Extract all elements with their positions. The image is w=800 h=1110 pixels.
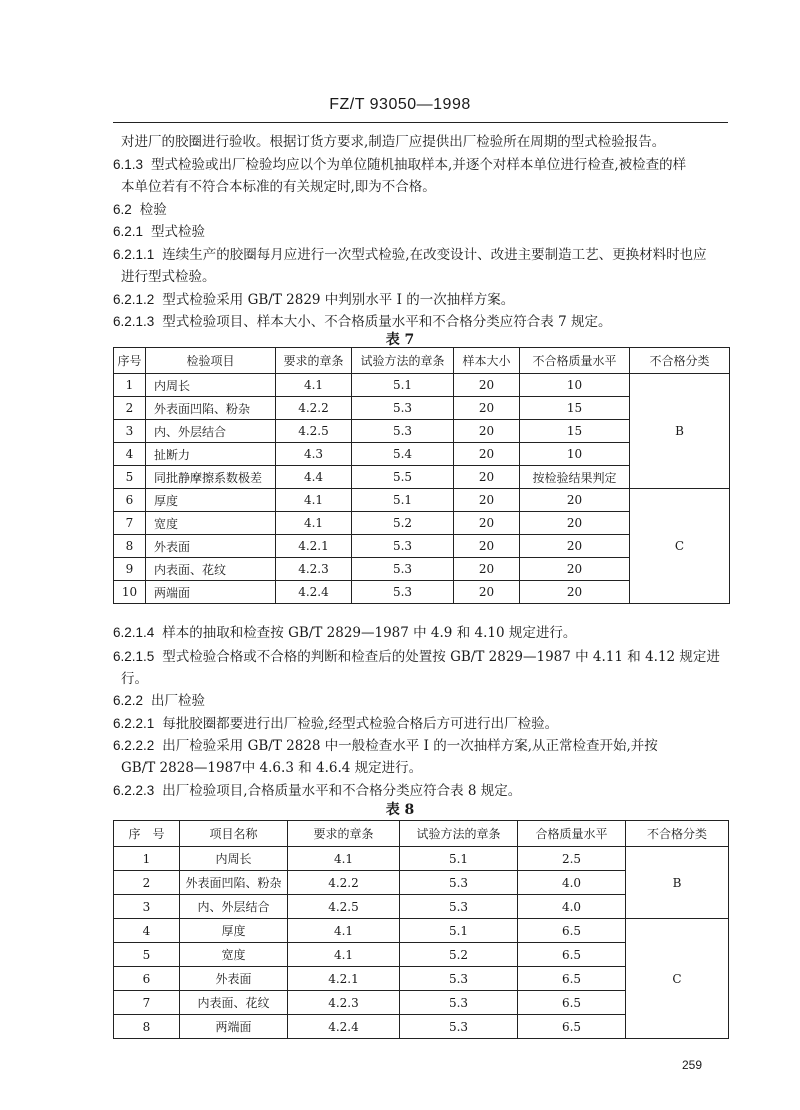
text-line: 进行型式检验。 <box>121 269 216 285</box>
table-row: 1 内周长 4.1 5.1 20 10 B <box>114 374 730 397</box>
table-row: 3 内、外层结合 4.2.5 5.3 4.0 <box>114 895 729 919</box>
table-8 <box>113 820 729 1039</box>
text-line: 6.2.2.1 每批胶圈都要进行出厂检验,经型式检验合格后方可进行出厂检验。 <box>113 716 559 732</box>
table-row: 6 外表面 4.2.1 5.3 6.5 <box>114 967 729 991</box>
text-line: 6.2.1.5 型式检验合格或不合格的判断和检查后的处置按 GB/T 2829—1987 中 4.11 和 4.12 规定进 <box>113 649 720 665</box>
class-b-cell: B <box>630 374 730 489</box>
table-row: 4 厚度 4.1 5.1 6.5 C <box>114 919 729 943</box>
header-cell: 合格质量水平 <box>518 821 626 847</box>
section-heading: 6.2.1 型式检验 <box>113 224 206 240</box>
header-cell: 要求的章条 <box>288 821 400 847</box>
header-cell: 序 号 <box>114 821 180 847</box>
text-line: 行。 <box>121 671 148 687</box>
standard-code-header: FZ/T 93050—1998 <box>329 96 471 113</box>
table-row: 4 扯断力 4.3 5.4 20 10 <box>114 443 730 466</box>
text-line: 6.2.1.4 样本的抽取和检查按 GB/T 2829—1987 中 4.9 和 4.10 规定进行。 <box>113 625 577 641</box>
table-row: 7 内表面、花纹 4.2.3 5.3 6.5 <box>114 991 729 1015</box>
table-row: 2 外表面凹陷、粉杂 4.2.2 5.3 20 15 <box>114 397 730 420</box>
text-line: 本单位若有不符合本标准的有关规定时,即为不合格。 <box>121 179 436 195</box>
table-row: 8 两端面 4.2.4 5.3 6.5 <box>114 1015 729 1039</box>
table-row: 9 内表面、花纹 4.2.3 5.3 20 20 <box>114 558 730 581</box>
class-b-cell: B <box>626 847 729 919</box>
header-cell: 试验方法的章条 <box>400 821 518 847</box>
header-cell: 要求的章条 <box>276 348 352 374</box>
table-row: 10 两端面 4.2.4 5.3 20 20 <box>114 581 730 604</box>
text-line: 6.2.2.3 出厂检验项目,合格质量水平和不合格分类应符合表 8 规定。 <box>113 783 522 799</box>
text-line: 对进厂的胶圈进行验收。根据订货方要求,制造厂应提供出厂检验所在周期的型式检验报告。 <box>121 134 666 150</box>
table-row: 2 外表面凹陷、粉杂 4.2.2 5.3 4.0 <box>114 871 729 895</box>
header-cell: 不合格分类 <box>630 348 730 374</box>
table-header-row <box>114 348 730 374</box>
header-cell: 不合格分类 <box>626 821 729 847</box>
header-cell: 检验项目 <box>146 348 276 374</box>
section-heading: 6.2.2 出厂检验 <box>113 693 206 709</box>
header-cell: 项目名称 <box>180 821 288 847</box>
page-number: 259 <box>682 1058 703 1072</box>
table-row: 3 内、外层结合 4.2.5 5.3 20 15 <box>114 420 730 443</box>
table-7 <box>113 347 730 604</box>
table8-caption: 表 8 <box>385 802 415 818</box>
header-cell: 样本大小 <box>454 348 520 374</box>
class-c-cell: C <box>630 489 730 604</box>
class-c-cell: C <box>626 919 729 1039</box>
table-row: 5 同批静摩擦系数极差 4.4 5.5 20 按检验结果判定 <box>114 466 730 489</box>
text-line: 6.2.1.3 型式检验项目、样本大小、不合格质量水平和不合格分类应符合表 7 规定。 <box>113 314 612 330</box>
text-line: GB/T 2828—1987中 4.6.3 和 4.6.4 规定进行。 <box>121 760 423 776</box>
header-cell: 序号 <box>114 348 146 374</box>
text-line: 6.1.3 型式检验或出厂检验均应以个为单位随机抽取样本,并逐个对样本单位进行检查,被检查的样 <box>113 157 687 173</box>
text-line: 6.2.2.2 出厂检验采用 GB/T 2828 中一般检查水平 I 的一次抽样方案,从正常检查开始,并按 <box>113 738 658 754</box>
table-header-row <box>114 821 729 847</box>
table-row: 5 宽度 4.1 5.2 6.5 <box>114 943 729 967</box>
table-row: 7 宽度 4.1 5.2 20 20 <box>114 512 730 535</box>
text-line: 6.2.1.2 型式检验采用 GB/T 2829 中判别水平 I 的一次抽样方案。 <box>113 292 515 308</box>
header-rule <box>113 122 728 123</box>
header-cell: 不合格质量水平 <box>520 348 630 374</box>
header-cell: 试验方法的章条 <box>352 348 454 374</box>
text-line: 6.2.1.1 连续生产的胶圈每月应进行一次型式检验,在改变设计、改进主要制造工艺、更换材料时也应 <box>113 247 707 263</box>
table7-caption: 表 7 <box>385 332 415 348</box>
section-heading: 6.2 检验 <box>113 202 167 218</box>
table-row: 1 内周长 4.1 5.1 2.5 B <box>114 847 729 871</box>
table-row: 8 外表面 4.2.1 5.3 20 20 <box>114 535 730 558</box>
table-row: 6 厚度 4.1 5.1 20 20 C <box>114 489 730 512</box>
